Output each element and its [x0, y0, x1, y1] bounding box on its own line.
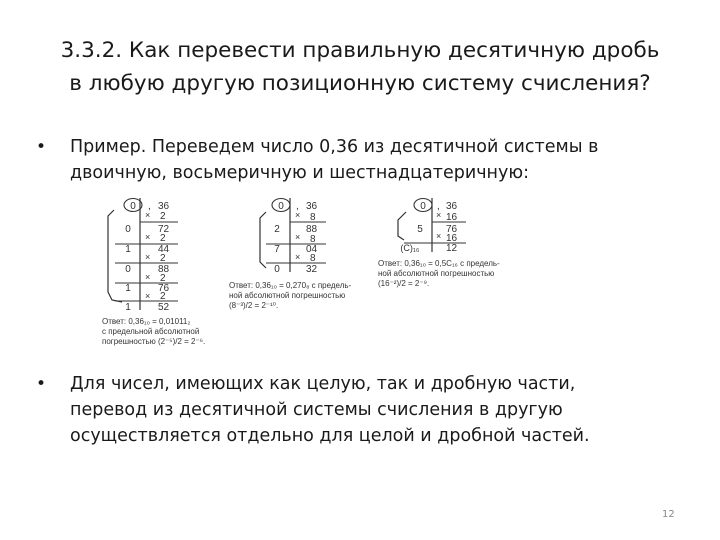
binary-frac-3: 76	[158, 283, 170, 294]
hex-mult-1: ×	[436, 231, 442, 241]
bullet-rule	[36, 371, 676, 449]
octal-header-int: 0	[278, 201, 284, 212]
octal-answer-line-3: (8⁻³)/2 = 2⁻¹⁰.	[229, 301, 279, 310]
binary-mult-2: ×	[145, 252, 151, 262]
bullet-example-line-2: двоичную, восьмеричную и шестнадцатеричную:	[70, 163, 529, 183]
binary-answer-line-3: погрешностью (2⁻⁵)/2 = 2⁻⁶.	[102, 337, 206, 346]
octal-frac-0: 88	[306, 224, 318, 235]
octal-base-0: 8	[310, 212, 316, 223]
binary-frac-1: 44	[158, 244, 170, 255]
binary-base-1: 2	[160, 233, 166, 244]
hex-conversion	[398, 198, 466, 254]
binary-base-3: 2	[160, 273, 166, 284]
binary-int-0: 0	[125, 224, 131, 235]
svg-text:,: ,	[296, 201, 299, 212]
hex-int-1: (C)₁₆	[400, 243, 420, 253]
hex-answer-line-1: Ответ: 0,36₁₀ = 0,5C₁₆ с предель-	[378, 259, 500, 268]
octal-mult-1: ×	[295, 232, 301, 242]
binary-frac-0: 72	[158, 224, 170, 235]
octal-answer	[229, 281, 352, 310]
octal-answer-line-1: Ответ: 0,36₁₀ = 0,270₈ с предель-	[229, 281, 352, 290]
bullet-dot: •	[36, 374, 47, 394]
octal-int-2: 0	[274, 264, 280, 275]
title-line-2: в любую другую позиционную систему счисления?	[69, 71, 651, 96]
hex-base-1: 16	[446, 233, 458, 244]
hex-answer-line-2: ной абсолютной погрешностью	[378, 269, 495, 278]
bullet-rule-line-2: перевод из десятичной системы счисления в другую	[70, 400, 563, 420]
octal-frac-1: 04	[306, 244, 318, 255]
octal-mult-0: ×	[295, 210, 301, 220]
binary-answer	[102, 317, 205, 346]
binary-base-4: 2	[160, 291, 166, 302]
octal-base-2: 8	[310, 253, 316, 264]
binary-base-2: 2	[160, 253, 166, 264]
bullet-rule-line-3: осуществляется отдельно для целой и дробной частей.	[70, 426, 590, 446]
binary-answer-line-2: с предельной абсолютной	[102, 327, 200, 336]
title-line-1: 3.3.2. Как перевести правильную десятичную дробь	[60, 38, 660, 63]
hex-int-0: 5	[417, 224, 423, 235]
octal-int-1: 7	[274, 244, 280, 255]
binary-answer-line-1: Ответ: 0,36₁₀ = 0,01011₂	[102, 317, 191, 326]
hex-frac-1: 12	[446, 243, 458, 254]
page-number: 12	[662, 509, 675, 520]
binary-mult-4: ×	[145, 291, 151, 301]
binary-mult-1: ×	[145, 232, 151, 242]
svg-text:,: ,	[148, 201, 151, 212]
binary-int-4: 1	[125, 302, 131, 313]
hex-frac-0: 76	[446, 224, 458, 235]
octal-conversion	[260, 198, 326, 275]
binary-frac-4: 52	[158, 302, 170, 313]
binary-mult-0: ×	[145, 210, 151, 220]
octal-answer-line-2: ной абсолютной погрешностью	[229, 291, 346, 300]
binary-int-1: 1	[125, 244, 131, 255]
binary-header-frac: 36	[158, 201, 170, 212]
bullet-dot: •	[36, 137, 47, 157]
binary-mult-3: ×	[145, 272, 151, 282]
hex-base-0: 16	[446, 212, 458, 223]
binary-int-2: 0	[125, 264, 131, 275]
octal-header-frac: 36	[306, 201, 318, 212]
bullet-example-line-1: Пример. Переведем число 0,36 из десятичной системы в	[70, 137, 599, 157]
octal-base-1: 8	[310, 234, 316, 245]
hex-header-int: 0	[420, 201, 426, 212]
hex-mult-0: ×	[436, 210, 442, 220]
binary-header-int: 0	[130, 201, 136, 212]
hex-header-frac: 36	[446, 201, 458, 212]
octal-int-0: 2	[274, 224, 280, 235]
hex-answer	[378, 259, 500, 288]
binary-base-0: 2	[160, 211, 166, 222]
hex-answer-line-3: (16⁻²)/2 = 2⁻⁹.	[378, 279, 430, 288]
bullet-rule-line-1: Для чисел, имеющих как целую, так и дробную части,	[70, 374, 576, 394]
binary-frac-2: 88	[158, 264, 170, 275]
octal-frac-2: 32	[306, 264, 318, 275]
octal-mult-2: ×	[295, 252, 301, 262]
svg-text:,: ,	[437, 201, 440, 212]
binary-int-3: 1	[125, 283, 131, 294]
binary-conversion	[108, 198, 178, 313]
